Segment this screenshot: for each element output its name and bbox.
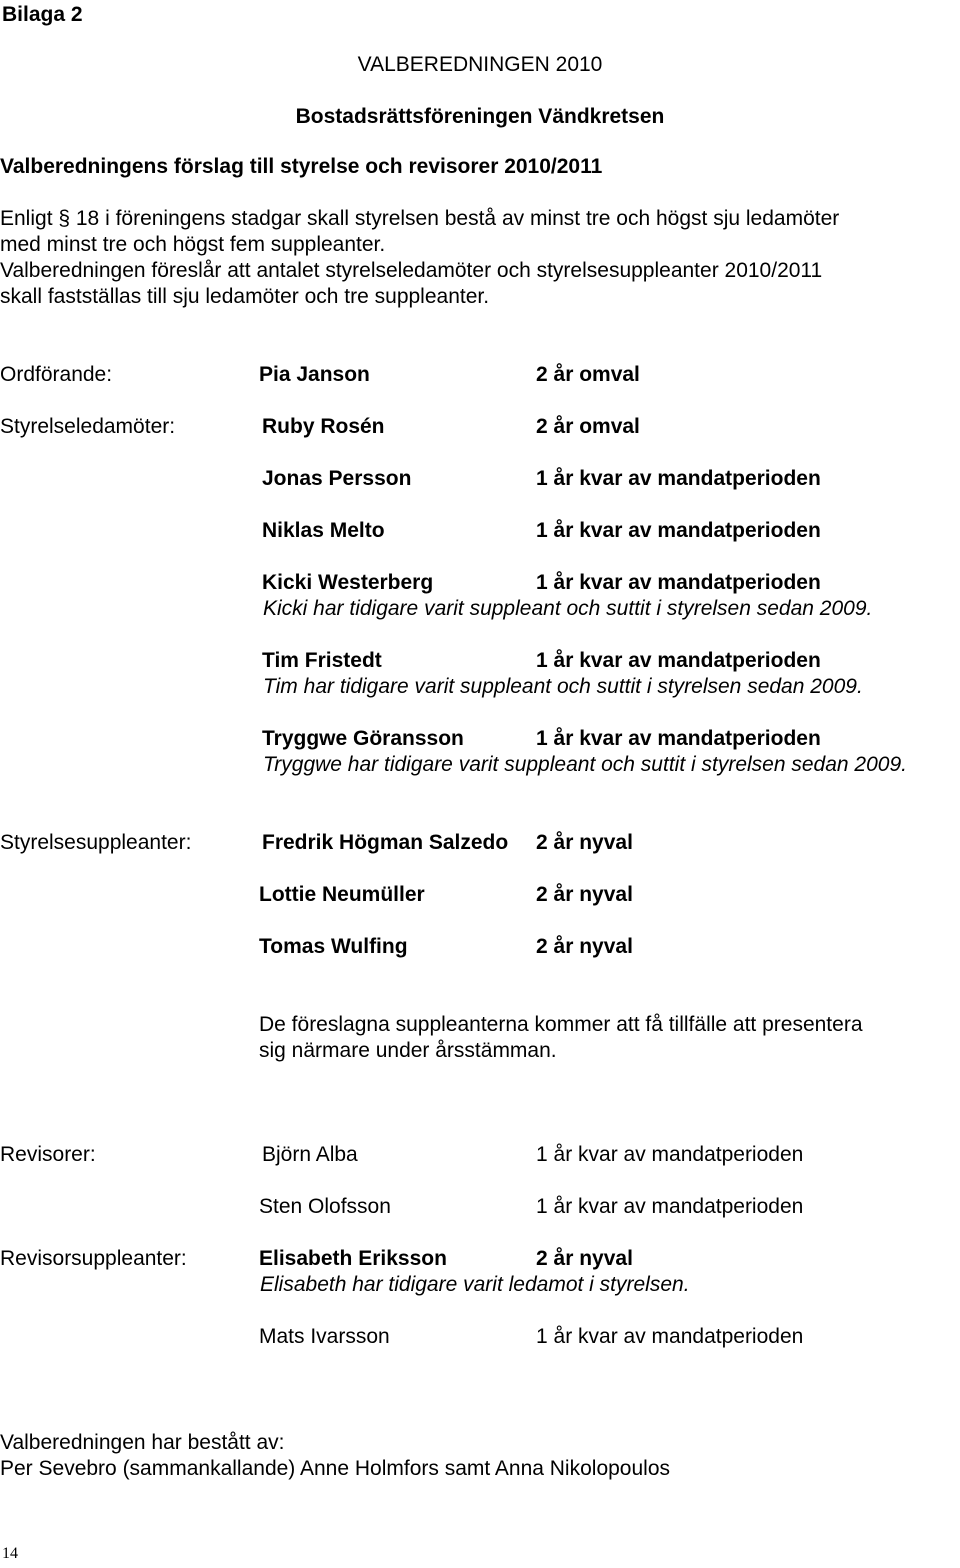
intro-line-1: Enligt § 18 i föreningens stadgar skall styrelsen bestå av minst tre och högst sju ledamöter bbox=[0, 207, 840, 230]
auditor-name: Sten Olofsson bbox=[259, 1195, 391, 1218]
deputy-name: Lottie Neumüller bbox=[259, 883, 425, 906]
deputy-term: 2 år nyval bbox=[536, 883, 633, 906]
board-member-note: Tim har tidigare varit suppleant och suttit i styrelsen sedan 2009. bbox=[263, 675, 863, 698]
deputy-auditor-note: Elisabeth har tidigare varit ledamot i styrelsen. bbox=[260, 1273, 690, 1296]
appendix-label: Bilaga 2 bbox=[2, 3, 83, 26]
subject-heading: Valberedningens förslag till styrelse och revisorer 2010/2011 bbox=[0, 155, 603, 178]
deputy-term: 2 år nyval bbox=[536, 831, 633, 854]
board-member-term: 1 år kvar av mandatperioden bbox=[536, 519, 821, 542]
board-member-name: Niklas Melto bbox=[262, 519, 385, 542]
committee-label: Valberedningen har bestått av: bbox=[0, 1431, 285, 1454]
deputy-auditor-name: Mats Ivarsson bbox=[259, 1325, 390, 1348]
deputy-term: 2 år nyval bbox=[536, 935, 633, 958]
board-member-term: 1 år kvar av mandatperioden bbox=[536, 467, 821, 490]
chair-label: Ordförande: bbox=[0, 363, 113, 386]
chair-term: 2 år omval bbox=[536, 363, 640, 386]
board-member-note: Kicki har tidigare varit suppleant och suttit i styrelsen sedan 2009. bbox=[263, 597, 873, 620]
deputy-name: Fredrik Högman Salzedo bbox=[262, 831, 509, 854]
deputy-auditor-term: 2 år nyval bbox=[536, 1247, 633, 1270]
deputy-auditors-label: Revisorsuppleanter: bbox=[0, 1247, 187, 1270]
deputy-auditor-term: 1 år kvar av mandatperioden bbox=[536, 1325, 804, 1348]
auditor-term: 1 år kvar av mandatperioden bbox=[536, 1195, 804, 1218]
board-member-term: 1 år kvar av mandatperioden bbox=[536, 649, 821, 672]
deputy-auditor-name: Elisabeth Eriksson bbox=[259, 1247, 447, 1270]
committee-members: Per Sevebro (sammankallande) Anne Holmfors samt Anna Nikolopoulos bbox=[0, 1457, 671, 1480]
board-label: Styrelseledamöter: bbox=[0, 415, 176, 438]
intro-line-4: skall fastställas till sju ledamöter och tre suppleanter. bbox=[0, 285, 490, 308]
board-member-note: Tryggwe har tidigare varit suppleant och suttit i styrelsen sedan 2009. bbox=[263, 753, 907, 776]
auditor-name: Björn Alba bbox=[262, 1143, 358, 1166]
organization-name: Bostadsrättsföreningen Vändkretsen bbox=[295, 105, 665, 128]
page-number: 14 bbox=[2, 1545, 18, 1562]
board-member-name: Jonas Persson bbox=[262, 467, 412, 490]
chair-name: Pia Janson bbox=[259, 363, 370, 386]
board-member-name: Tim Fristedt bbox=[262, 649, 382, 672]
auditor-term: 1 år kvar av mandatperioden bbox=[536, 1143, 804, 1166]
intro-line-3: Valberedningen föreslår att antalet styrelseledamöter och styrelsesuppleanter 2010/2011 bbox=[0, 259, 823, 282]
deputies-label: Styrelsesuppleanter: bbox=[0, 831, 192, 854]
board-member-term: 1 år kvar av mandatperioden bbox=[536, 727, 821, 750]
board-member-term: 2 år omval bbox=[536, 415, 640, 438]
intro-line-2: med minst tre och högst fem suppleanter. bbox=[0, 233, 386, 256]
board-member-name: Tryggwe Göransson bbox=[262, 727, 464, 750]
document-title: VALBEREDNINGEN 2010 bbox=[357, 53, 603, 76]
board-member-term: 1 år kvar av mandatperioden bbox=[536, 571, 821, 594]
deputies-note-line-2: sig närmare under årsstämman. bbox=[259, 1039, 557, 1062]
deputies-note-line-1: De föreslagna suppleanterna kommer att få tillfälle att presentera bbox=[259, 1013, 863, 1036]
deputy-name: Tomas Wulfing bbox=[259, 935, 408, 958]
board-member-name: Kicki Westerberg bbox=[262, 571, 434, 594]
board-member-name: Ruby Rosén bbox=[262, 415, 385, 438]
auditors-label: Revisorer: bbox=[0, 1143, 96, 1166]
